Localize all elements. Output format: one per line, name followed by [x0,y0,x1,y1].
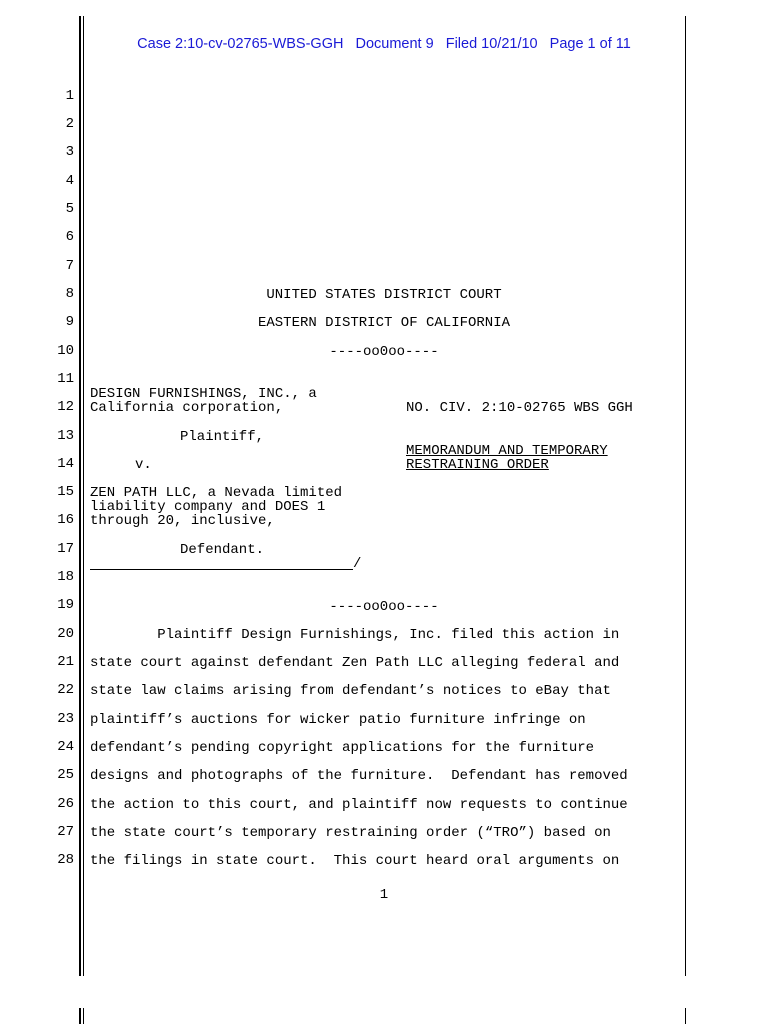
plaintiff-name: DESIGN FURNISHINGS, INC., a [90,386,317,402]
header-filed-date: Filed 10/21/10 [445,36,538,52]
plaintiff-description: California corporation, [90,400,284,416]
body-text-line: state law claims arising from defendant’s notices to eBay that [90,683,611,699]
line-number: 24 [57,739,74,755]
line-number: 6 [65,229,74,245]
body-text-line: the state court’s temporary restraining order (“TRO”) based on [90,825,611,841]
line-number: 22 [57,682,74,698]
caption-close-slash: / [353,556,362,572]
line-number: 10 [57,343,74,359]
body-text-line: state court against defendant Zen Path LLC alleging federal and [90,655,620,671]
line-number: 23 [57,711,74,727]
next-page-left-rule-outer [79,1008,81,1024]
line-number: 17 [57,541,74,557]
line-number: 5 [65,201,74,217]
document-title-line2: RESTRAINING ORDER [406,457,549,473]
line-number: 3 [65,144,74,160]
left-margin-rule-inner [83,16,84,976]
line-number: 12 [57,399,74,415]
line-number: 16 [57,512,74,528]
left-margin-rule-outer [79,16,81,976]
line-number: 21 [57,654,74,670]
line-number: 20 [57,626,74,642]
line-number: 28 [57,852,74,868]
line-number: 9 [65,314,74,330]
line-number: 4 [65,173,74,189]
body-text-line: defendant’s pending copyright applications for the furniture [90,740,595,756]
header-page: Page 1 of 11 [549,36,631,52]
header-case-number: Case 2:10-cv-02765-WBS-GGH [137,36,344,52]
line-number: 27 [57,824,74,840]
line-number: 1 [65,88,74,104]
line-number: 14 [57,456,74,472]
next-page-left-rule-inner [83,1008,84,1024]
header-document: Document 9 [355,36,434,52]
line-number: 2 [65,116,74,132]
line-number: 19 [57,597,74,613]
case-number: NO. CIV. 2:10-02765 WBS GGH [406,400,633,416]
next-page-right-rule [685,1008,686,1024]
body-text-line: designs and photographs of the furniture. Defendant has removed [90,768,628,784]
court-separator: ----oo0oo---- [329,344,439,360]
line-number: 13 [57,428,74,444]
court-name: UNITED STATES DISTRICT COURT [266,287,502,303]
defendant-role: Defendant. [180,542,265,558]
line-number: 18 [57,569,74,585]
defendant-name: ZEN PATH LLC, a Nevada limited [90,485,343,501]
body-text-line: the action to this court, and plaintiff now requests to continue [90,797,628,813]
versus: v. [135,457,152,473]
ecf-header [0,36,768,52]
court-district: EASTERN DISTRICT OF CALIFORNIA [257,315,511,331]
body-separator: ----oo0oo---- [329,599,439,615]
line-number: 15 [57,484,74,500]
body-text-line: the filings in state court. This court heard oral arguments on [90,853,620,869]
line-number: 11 [57,371,74,387]
defendant-description-line3: through 20, inclusive, [90,513,275,529]
body-text-line: Plaintiff Design Furnishings, Inc. filed this action in [90,627,620,643]
document-title-line1: MEMORANDUM AND TEMPORARY [406,443,608,459]
line-number: 26 [57,796,74,812]
plaintiff-role: Plaintiff, [180,429,265,445]
defendant-description-line2: liability company and DOES 1 [90,499,326,515]
caption-underline [90,569,353,570]
line-number: 25 [57,767,74,783]
page-number: 1 [379,887,389,903]
body-text-line: plaintiff’s auctions for wicker patio furniture infringe on [90,712,586,728]
line-number: 8 [65,286,74,302]
line-number: 7 [65,258,74,274]
